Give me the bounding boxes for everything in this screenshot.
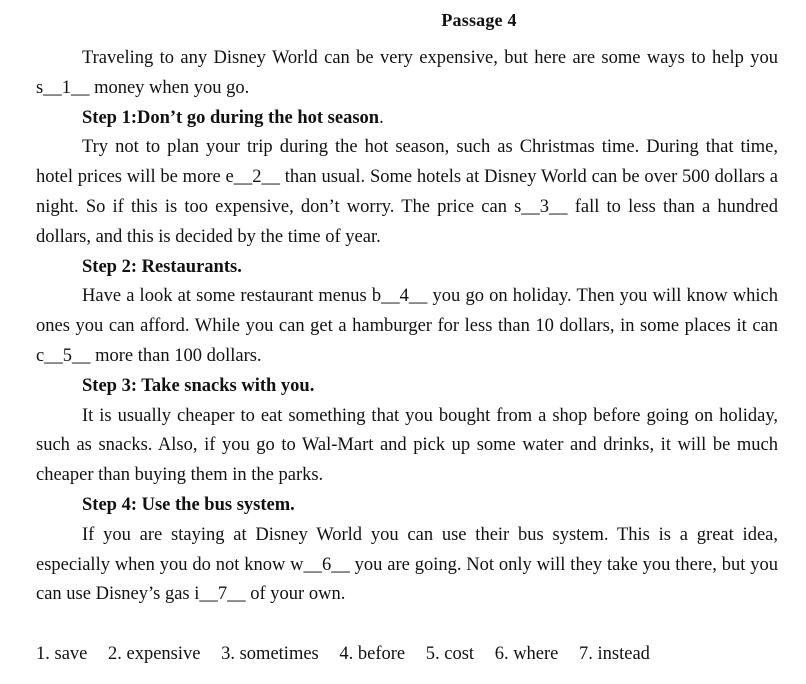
answer-item: 2. expensive (108, 644, 201, 664)
answer-item: 3. sometimes (221, 644, 319, 664)
step-3-heading: Step 3: Take snacks with you. (82, 375, 315, 396)
passage-title: Passage 4 (441, 10, 517, 30)
step-1-paragraph: Try not to plan your trip during the hot season, such as Christmas time. During that time, hotel prices will be more e__2__ than usual. Some hotels at Disney World can be over 500 dollars a night. So if this is too expensive, don’t worry. The price can s__3__ fall to less than a hundred dollars, and this is decided by the time of year. (36, 137, 778, 247)
answer-item: 1. save (36, 644, 88, 664)
step-2-paragraph: Have a look at some restaurant menus b__4__ you go on holiday. Then you will know which ones you can afford. While you can get a hamburger for less than 10 dollars, in some places it can c__5__ more than 100 dollars. (36, 286, 778, 366)
intro-paragraph: Traveling to any Disney World can be very expensive, but here are some ways to help you s__1__ money when you go. (36, 48, 778, 98)
step-2-heading: Step 2: Restaurants. (82, 256, 242, 277)
answer-key (36, 641, 778, 667)
step-1-heading-period: . (379, 107, 384, 128)
step-1-heading-text: Step 1:Don’t go during the hot season (82, 107, 380, 128)
answer-item: 7. instead (579, 644, 650, 664)
answer-item: 6. where (494, 644, 559, 664)
step-4-heading: Step 4: Use the bus system. (82, 494, 295, 515)
passage-body (36, 44, 778, 610)
answer-item: 5. cost (425, 644, 475, 664)
step-4-paragraph: If you are staying at Disney World you can use their bus system. This is a great idea, especially when you do not know w__6__ you are going. Not only will they take you there, but you can use Disney’s gas i__7__ of your own. (36, 524, 778, 605)
step-1-heading (36, 104, 778, 134)
answer-item: 4. before (339, 644, 406, 664)
step-3-paragraph: It is usually cheaper to eat something that you bought from a shop before going on holiday, such as snacks. Also, if you go to Wal-Mart and pick up some water and drinks, it will be much cheaper than buying them in the parks. (36, 405, 778, 486)
